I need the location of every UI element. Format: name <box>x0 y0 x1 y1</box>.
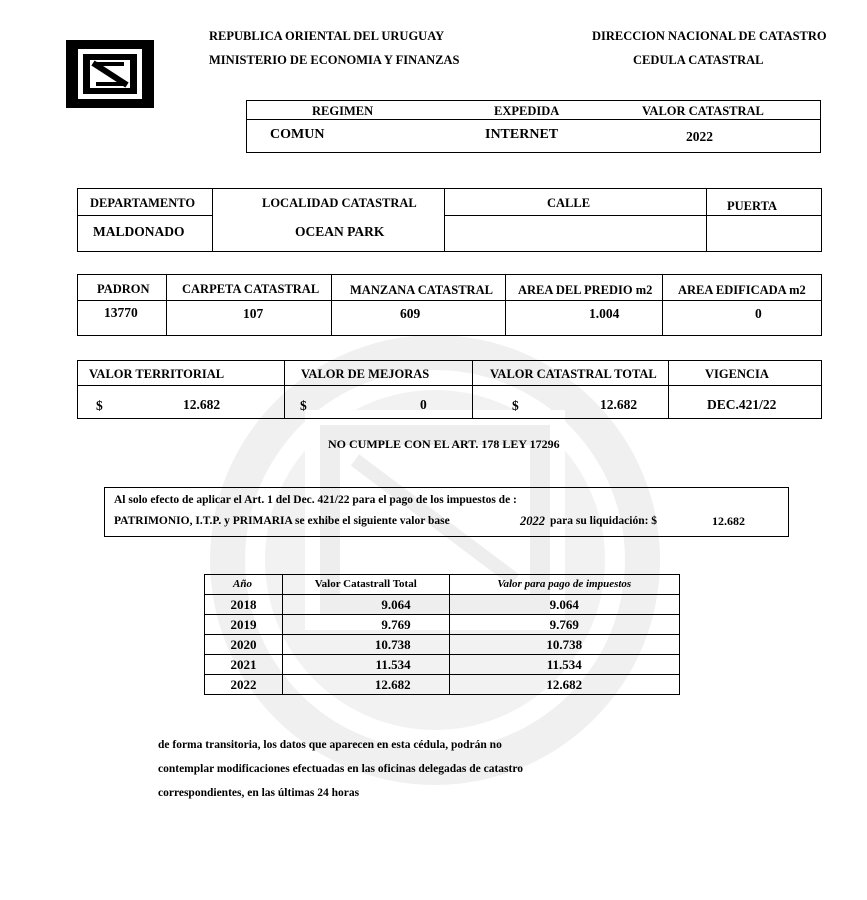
tax-note-line1: Al solo efecto de aplicar el Art. 1 del Dec. 421/22 para el pago de los impuestos de : <box>114 494 517 506</box>
departamento-label: DEPARTAMENTO <box>90 196 196 210</box>
history-total: 9.064 <box>282 595 449 615</box>
area-predio-value: 1.004 <box>589 306 620 321</box>
history-year: 2020 <box>205 635 283 655</box>
table-row <box>205 615 680 635</box>
history-tax: 9.769 <box>449 615 679 635</box>
history-year: 2021 <box>205 655 283 675</box>
vigencia-value: DEC.421/22 <box>707 397 777 412</box>
area-predio-label: AREA DEL PREDIO m2 <box>518 283 653 297</box>
tax-note-line2: PATRIMONIO, I.T.P. y PRIMARIA se exhibe el siguiente valor base <box>114 515 450 527</box>
history-total: 11.534 <box>282 655 449 675</box>
total-currency: $ <box>512 398 519 413</box>
footer-line3: correspondientes, en las últimas 24 horas <box>158 787 360 799</box>
valor-catastral-year: 2022 <box>686 129 713 144</box>
localidad-value: OCEAN PARK <box>295 224 385 239</box>
mejoras-currency: $ <box>300 398 307 413</box>
carpeta-value: 107 <box>243 306 264 321</box>
puerta-label: PUERTA <box>727 199 778 213</box>
manzana-label: MANZANA CATASTRAL <box>350 283 493 297</box>
area-edificada-value: 0 <box>755 306 762 321</box>
history-total: 9.769 <box>282 615 449 635</box>
history-year: 2018 <box>205 595 283 615</box>
mejoras-value: 0 <box>420 397 427 412</box>
localidad-label: LOCALIDAD CATASTRAL <box>262 196 417 210</box>
total-value: 12.682 <box>600 397 638 412</box>
regimen-label: REGIMEN <box>312 104 374 118</box>
territorial-label: VALOR TERRITORIAL <box>89 367 225 381</box>
table-row <box>205 675 680 695</box>
catastro-logo-icon <box>66 40 154 108</box>
manzana-value: 609 <box>400 306 421 321</box>
header-country: REPUBLICA ORIENTAL DEL URUGUAY <box>209 29 445 43</box>
territorial-value: 12.682 <box>183 397 221 412</box>
history-header-total: Valor Catastrall Total <box>282 575 449 595</box>
regimen-value: COMUN <box>270 127 325 142</box>
header-doc-title: CEDULA CATASTRAL <box>633 53 764 67</box>
carpeta-label: CARPETA CATASTRAL <box>182 282 320 296</box>
history-header-row <box>205 575 680 595</box>
history-tax: 11.534 <box>449 655 679 675</box>
tax-note-year: 2022 <box>520 514 545 528</box>
history-table <box>204 574 680 695</box>
history-year: 2019 <box>205 615 283 635</box>
history-header-tax: Valor para pago de impuestos <box>449 575 679 595</box>
expedida-value: INTERNET <box>485 127 559 142</box>
table-row <box>205 595 680 615</box>
tax-note-suffix: para su liquidación: $ <box>550 515 658 527</box>
history-tax: 9.064 <box>449 595 679 615</box>
notice-text: NO CUMPLE CON EL ART. 178 LEY 17296 <box>328 437 560 451</box>
padron-label: PADRON <box>97 282 150 296</box>
history-total: 12.682 <box>282 675 449 695</box>
total-label: VALOR CATASTRAL TOTAL <box>490 367 657 381</box>
calle-label: CALLE <box>547 196 591 210</box>
history-tax: 10.738 <box>449 635 679 655</box>
header-direction: DIRECCION NACIONAL DE CATASTRO <box>592 29 827 43</box>
footer-line1: de forma transitoria, los datos que aparecen en esta cédula, podrán no <box>158 739 502 751</box>
history-tax: 12.682 <box>449 675 679 695</box>
area-edificada-label: AREA EDIFICADA m2 <box>678 283 806 297</box>
header-ministry: MINISTERIO DE ECONOMIA Y FINANZAS <box>209 53 460 67</box>
padron-value: 13770 <box>104 305 138 320</box>
table-row <box>205 635 680 655</box>
expedida-label: EXPEDIDA <box>494 104 560 118</box>
valor-catastral-label: VALOR CATASTRAL <box>642 104 764 118</box>
departamento-value: MALDONADO <box>93 224 185 239</box>
territorial-currency: $ <box>96 398 103 413</box>
history-year: 2022 <box>205 675 283 695</box>
mejoras-label: VALOR DE MEJORAS <box>301 367 430 381</box>
vigencia-label: VIGENCIA <box>705 367 769 381</box>
footer-line2: contemplar modificaciones efectuadas en las oficinas delegadas de catastro <box>158 763 523 775</box>
tax-note-amount: 12.682 <box>712 514 745 528</box>
history-total: 10.738 <box>282 635 449 655</box>
table-row <box>205 655 680 675</box>
history-header-year: Año <box>205 575 283 595</box>
